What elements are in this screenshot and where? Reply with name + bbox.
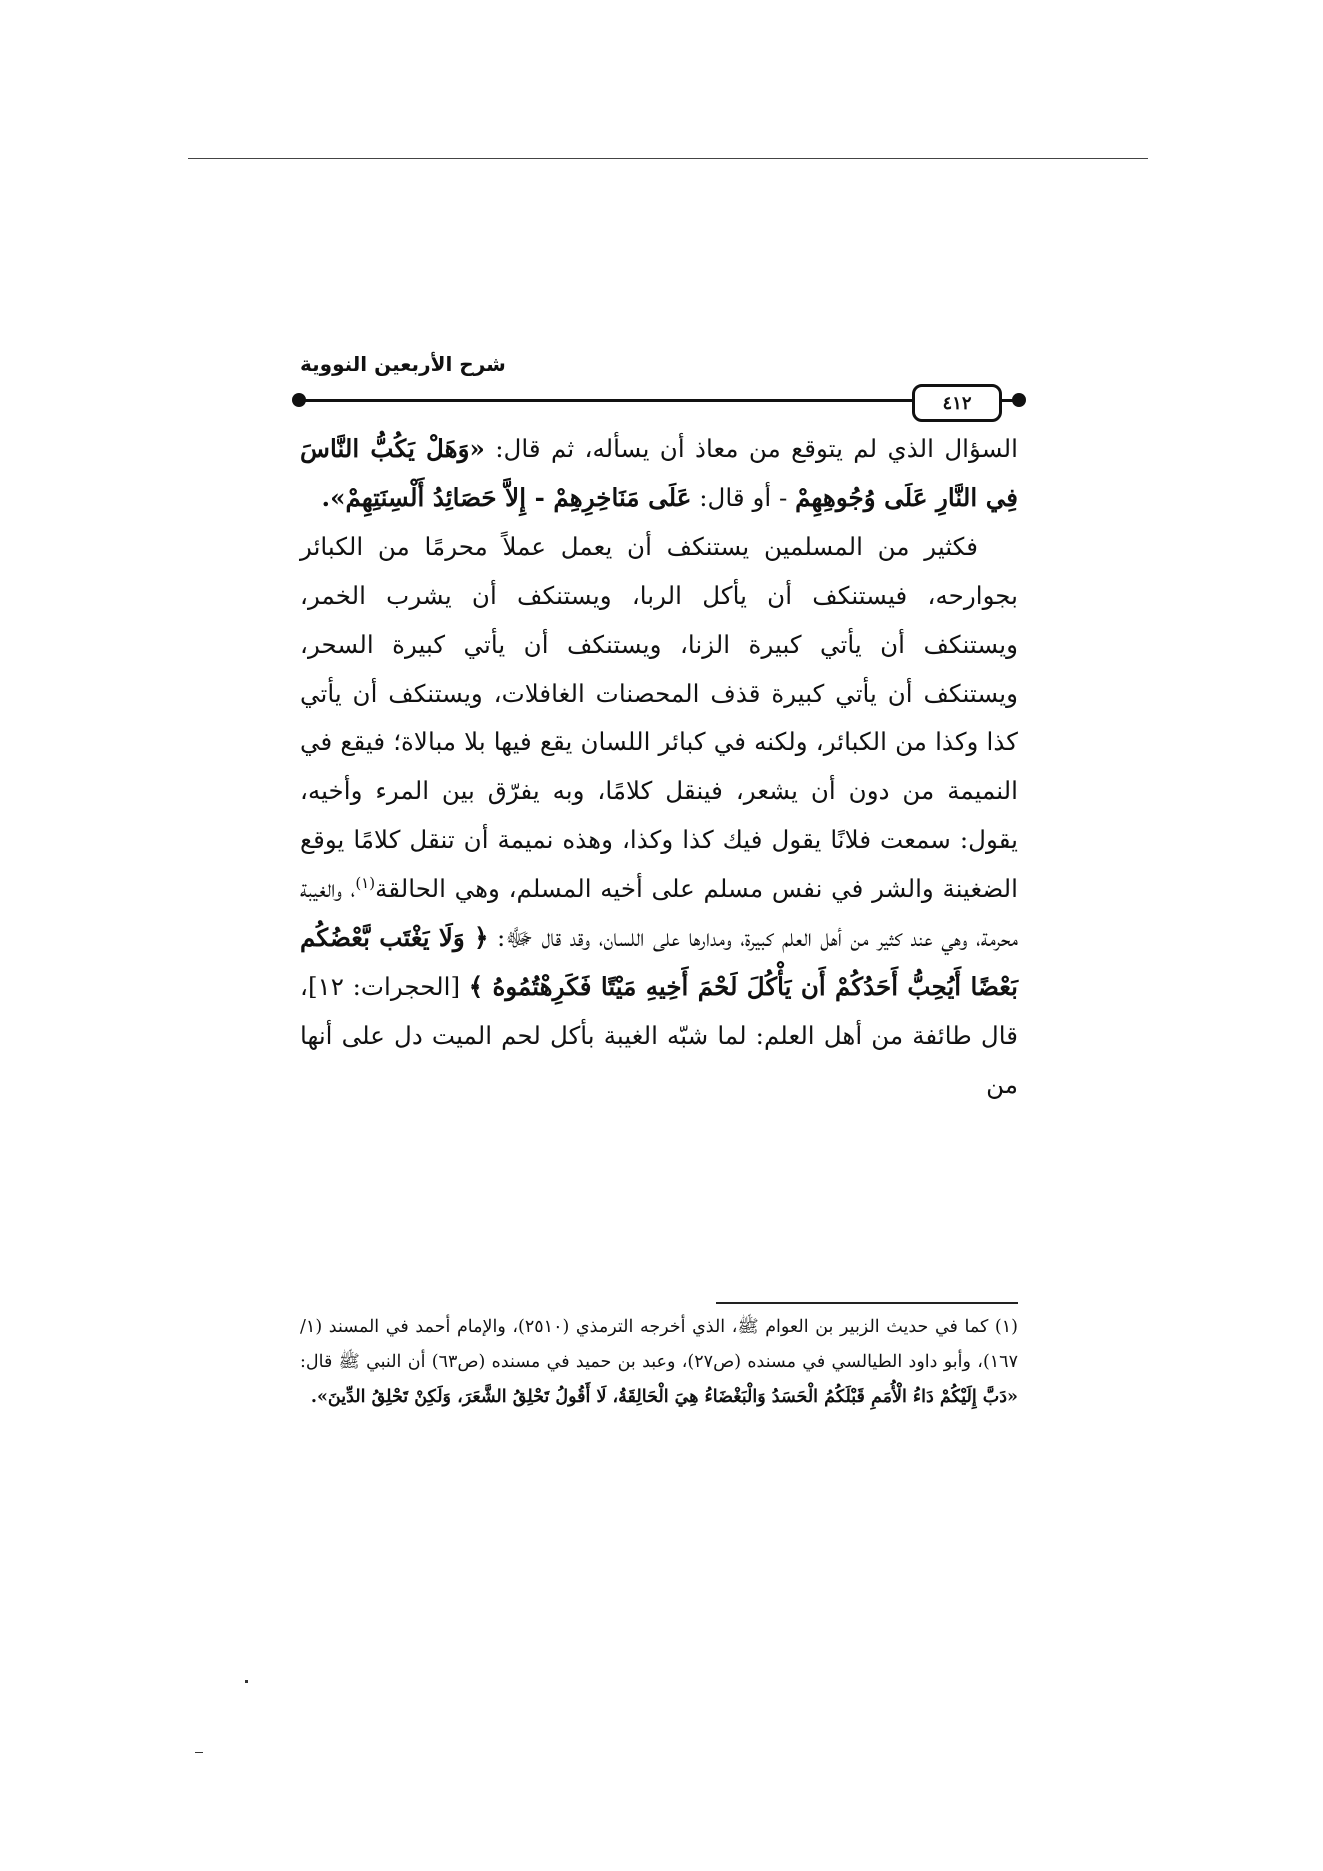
footnote-1 [300,1310,1018,1415]
top-rule [188,158,1148,159]
paragraph-1-intro: السؤال الذي لم يتوقع من معاذ أن يسأله، ثم قال: [484,434,1018,463]
header-ornament-left [292,393,306,407]
footnote-text: (١) كما في حديث الزبير بن العوام ﷺ، الذي أخرجه الترمذي (٢٥١٠)، والإمام أحمد في المسند (١/ ١٦٧)، وأبو داود الطيالسي في مسنده (ص٢٧)، وعبد بن حميد في مسنده (ص٦٣) أن النبي ﷺ قال: [300,1317,1018,1372]
paragraph-1 [300,425,1018,523]
running-title: شرح الأربعين النووية [300,352,506,376]
body-text [300,425,1018,1110]
hadith-quote-b: عَلَى مَنَاخِرِهِمْ - إِلاَّ حَصَائِدُ أَلْسِنَتِهِمْ». [321,482,692,512]
scan-speck [245,1680,248,1683]
hadith-quote-a: «وَهَلْ يَكُبُّ النَّاسَ فِي النَّارِ عَلَى وُجُوهِهِمْ [300,434,1018,512]
quran-verse: ﴿ وَلَا يَغْتَب بَّعْضُكُم بَعْضًا أَيُحِبُّ أَحَدُكُمْ أَن يَأْكُلَ لَحْمَ أَخِيهِ مَيْتًا فَكَرِهْتُمُوهُ ﴾ [300,923,1018,1001]
footnote [300,1310,1018,1415]
paragraph-2-text-c: [الحجرات: ١٢]، قال طائفة من أهل العلم: لما شبّه الغيبة بأكل لحم الميت دل على أنها من [300,971,1018,1099]
footnote-hadith: «دَبَّ إِلَيْكُمْ دَاءُ الْأُمَمِ قَبْلَكُمُ الْحَسَدُ وَالْبَغْضَاءُ هِيَ الْحَالِقَةُ، لَا أَقُولُ تَحْلِقُ الشَّعَرَ، وَلَكِنْ تَحْلِقُ الدِّينَ». [310,1387,1018,1407]
footnote-reference: (١) [355,873,376,892]
page-number: ٤١٢ [912,384,1002,422]
paragraph-1-mid: - أو قال: [691,482,796,512]
paragraph-2 [300,523,1018,1110]
paragraph-2-text-b: ، والغيبة محرمة، وهي عند كثير من أهل العلم كبيرة، ومدارها على اللسان، وقد قال ﷻ: [300,874,1018,953]
scan-speck [195,1752,203,1753]
header-ornament-right [1012,393,1026,407]
paragraph-2-text-a: فكثير من المسلمين يستنكف أن يعمل عملاً محرمًا من الكبائر بجوارحه، فيستنكف أن يأكل الربا، ويستنكف أن يشرب الخمر، ويستنكف أن يأتي كبيرة الزنا، ويستنكف أن يأتي كبيرة السحر، ويستنكف أن يأتي كبيرة قذف المحصنات الغافلات، ويستنكف أن يأتي كذا وكذا من الكبائر، ولكنه في كبائر اللسان يقع فيها بلا مبالاة؛ فيقع في النميمة من دون أن يشعر، فينقل كلامًا، وبه يفرّق بين المرء وأخيه، يقول: سمعت فلانًا يقول فيك كذا وكذا، وهذه نميمة أن تنقل كلامًا يوقع الضغينة والشر في نفس مسلم على أخيه المسلم، وهي الحالقة [300,531,1019,904]
footnote-separator [716,1302,1018,1304]
header-rule [300,399,1018,402]
